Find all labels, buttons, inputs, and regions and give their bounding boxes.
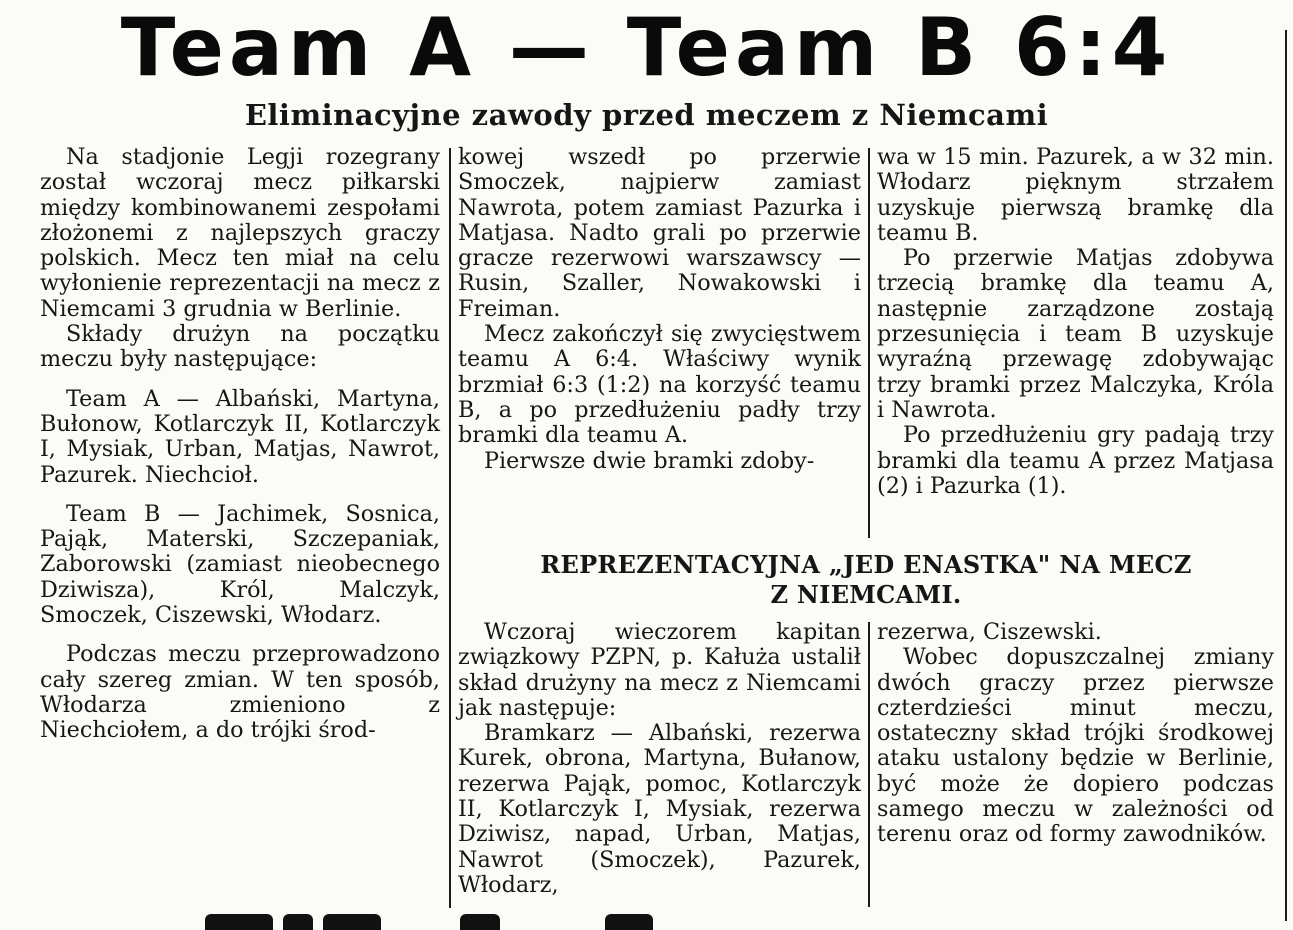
section-heading-line-2: Z NIEMCAMI. — [770, 580, 962, 609]
paragraph: kowej wszedł po przerwie Smoczek, najpierw zamiast Nawrota, potem zamiast Pazurka i Matjasa. Nadto grali po przerwie gracze rezerwowi warszawscy — Rusin, Szaller, Nowakowski i Freiman. — [458, 144, 861, 322]
paragraph: Pierwsze dwie bramki zdoby- — [484, 447, 815, 474]
article-column-1 — [40, 145, 440, 897]
paragraph: Na stadjonie Legji rozegrany został wczoraj mecz piłkarski między kombinowanemi zespołami złożonemi z najlepszych graczy polskich. Mecz ten miał na celu wyłonienie reprezentacji na mecz z Niemcami 3 grudnia w Berlinie. — [40, 144, 440, 322]
article-column-3 — [877, 145, 1274, 545]
section-heading — [458, 550, 1274, 610]
paragraph: Składy drużyn na początku meczu były następujące: — [40, 321, 440, 373]
paragraph-team-b: Team B — Jachimek, Sosnica, Pająk, Materski, Szczepaniak, Zaborowski (zamiast nieobecnego Dziwisza), Król, Malczyk, Smoczek, Ciszewski, Włodarz. — [40, 500, 440, 629]
paragraph: wa w 15 min. Pazurek, a w 32 min. Włodarz pięknym strzałem uzyskuje pierwszą bramkę dla teamu B. — [877, 144, 1274, 246]
paragraph: Wobec dopuszczalnej zmiany dwóch graczy przez pierwsze czterdzieści minut meczu, ostateczny skład trójki środkowej ataku ustalony będzie w Berlinie, być może że dopiero podczas samego meczu w zależności od terenu oraz od formy zawodników. — [877, 644, 1274, 848]
column-rule-1 — [449, 148, 451, 908]
page-edge-rule — [1285, 30, 1287, 921]
section-heading-line-1: REPREZENTACYJNA „JED ENASTKA" NA MECZ — [540, 550, 1192, 579]
article-column-2 — [458, 145, 861, 545]
paragraph: Mecz zakończył się zwycięstwem teamu A 6:4. Właściwy wynik brzmiał 6:3 (1:2) na korzyść teamu B, a po przedłużeniu padły trzy bramki dla teamu A. — [458, 321, 861, 449]
paragraph: Podczas meczu przeprowadzono cały szereg zmian. W ten sposób, Włodarza zmieniono z Niechciołem, a do trójki środ- — [40, 641, 440, 744]
headline: Team A — Team B 6:4 — [120, 1, 1173, 94]
paragraph: Wczoraj wieczorem kapitan związkowy PZPN, p. Kałuża ustalił skład drużyny na mecz z Niemcami jak następuje: — [458, 619, 861, 721]
article-column-5 — [877, 620, 1274, 905]
paragraph: Po przerwie Matjas zdobywa trzecią bramkę dla teamu A, następnie zarządzone zostają przesunięcia i team B uzyskuje wyraźną przewagę zdobywając trzy bramki przez Malczyka, Króla i Nawrota. — [877, 245, 1274, 423]
article-column-4 — [458, 620, 861, 905]
paragraph-team-a: Team A — Albański, Martyna, Bułonow, Kotlarczyk II, Kotlarczyk I, Mysiak, Urban, Matjas, Nawrot, Pazurek. Niechcioł. — [40, 385, 440, 488]
paragraph: rezerwa, Ciszewski. — [877, 619, 1102, 645]
paragraph: Po przedłużeniu gry padają trzy bramki dla teamu A przez Matjasa (2) i Pazurka (1). — [877, 422, 1274, 499]
paragraph-lineup: Bramkarz — Albański, rezerwa Kurek, obrona, Martyna, Bułanow, rezerwa Pająk, pomoc, Kotlarczyk II, Kotlarczyk I, Mysiak, rezerwa Dziwisz, napad, Urban, Matjas, Nawrot (Smoczek), Pazurek, Włodarz, — [458, 720, 861, 898]
subheadline: Eliminacyjne zawody przed meczem z Niemcami — [244, 98, 1049, 132]
column-rule-2 — [868, 148, 870, 538]
next-headline-cutoff — [205, 900, 665, 930]
column-rule-3 — [868, 622, 870, 907]
